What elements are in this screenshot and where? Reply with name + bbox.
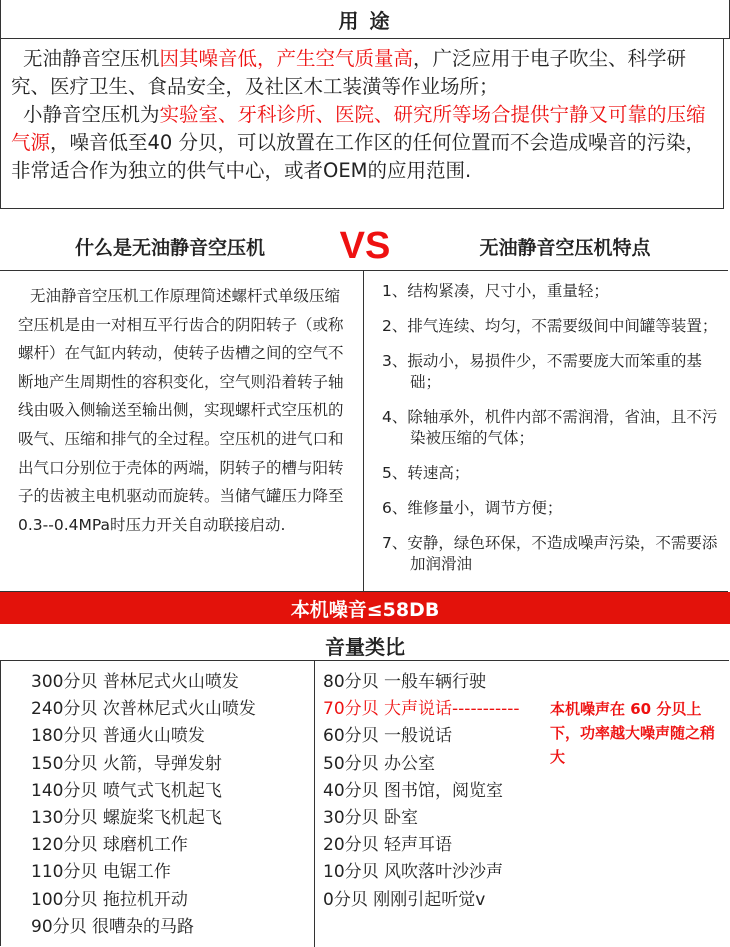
usage-text-segment: 实验室、牙科诊所、医院、研究所等场合提供宁静又可靠的压缩气源 [11,103,706,154]
volume-column-low [315,661,730,947]
compare-section [0,270,728,592]
usage-section [0,39,724,209]
volume-row: 150分贝 火箭，导弹发射 [31,753,222,774]
volume-table [0,660,729,946]
usage-text-segment: 因其噪音低，产生空气质量高 [159,47,414,70]
volume-row: 20分贝 轻声耳语 [323,835,453,856]
usage-text-segment: 小静音空压机为 [23,103,160,126]
what-is-title: 什么是无油静音空压机 [74,236,265,259]
volume-row: 0分贝 刚刚引起听觉v [323,889,486,910]
volume-row: 60分贝 一般说话 [323,726,453,747]
volume-row: 140分贝 喷气式飞机起飞 [31,780,222,801]
volume-column-high [1,661,315,947]
vs-mark: VS [339,224,391,267]
noise-note: 本机噪声在 60 分贝上下，功率越大噪声随之稍大 [550,700,716,766]
volume-row: 120分贝 球磨机工作 [31,835,188,856]
feature-item: 7、安静，绿色环保，不造成噪声污染，不需要添加润滑油 [382,534,718,573]
usage-title: 用 途 [0,0,730,39]
feature-item: 3、振动小，易损件少，不需要庞大而笨重的基础； [382,352,702,391]
volume-row: 90分贝 很嘈杂的马路 [31,916,195,937]
usage-paragraph-1 [11,45,713,101]
volume-row: 80分贝 一般车辆行驶 [323,672,487,692]
volume-row: 40分贝 图书馆，阅览室 [323,780,504,801]
working-principle-text: 无油静音空压机工作原理简述螺杆式单级压缩空压机是由一对相互平行齿合的阴阳转子（或称螺杆）在气缸内转动，使转子齿槽之间的空气不断地产生周期性的容积变化，空气则沿着转子轴线由吸入侧输送至输出侧，实现螺杆式空压机的吸气、压缩和排气的全过程。空压机的进气口和出气口分别位于壳体的两端，阴转子的槽与阳转子的齿被主电机驱动而旋转。当储气罐压力降至0.3--0.4MPa时压力开关自动联接启动. [18,287,344,534]
feature-item: 2、排气连续、均匀，不需要级间中间罐等装置； [382,317,718,335]
volume-row: 50分贝 办公室 [323,753,436,774]
volume-row: 300分贝 普林尼式火山喷发 [31,672,239,692]
features-title: 无油静音空压机特点 [479,236,651,259]
feature-item: 4、除轴承外，机件内部不需润滑，省油，且不污染被压缩的气体； [382,408,718,447]
feature-item: 1、结构紧凑，尺寸小，重量轻； [382,282,609,300]
description-cell [0,271,364,591]
volume-row: 180分贝 普通火山喷发 [31,726,205,747]
usage-text-segment: ，广泛应用于电子吹尘、科学研究、医疗卫生、食品安全，及社区木工装潢等作业场所； [11,47,687,98]
usage-text-segment: 无油静音空压机 [23,47,160,70]
volume-row: 100分贝 拖拉机开动 [31,889,188,910]
volume-row: 130分贝 螺旋桨飞机起飞 [31,808,222,828]
usage-paragraph-2 [11,101,713,185]
feature-item: 6、维修量小，调节方便； [382,499,563,517]
features-list [366,281,726,575]
volume-title: 音量类比 [325,634,405,659]
usage-text-segment: ，噪音低至40 分贝，可以放置在工作区的任何位置而不会造成噪音的污染，非常适合作为独立的供气中心，或者OEM的应用范围. [11,131,706,182]
volume-row: 110分贝 电锯工作 [31,862,171,883]
volume-row: 10分贝 风吹落叶沙沙声 [323,862,504,883]
feature-item: 5、转速高； [382,464,470,482]
volume-row: 30分贝 卧室 [323,808,419,828]
noise-banner: 本机噪音≤58DB [0,592,730,624]
volume-row: 240分贝 次普林尼式火山喷发 [31,699,256,720]
volume-row: 70分贝 大声说话----------- [323,699,520,720]
compare-header [0,222,730,270]
